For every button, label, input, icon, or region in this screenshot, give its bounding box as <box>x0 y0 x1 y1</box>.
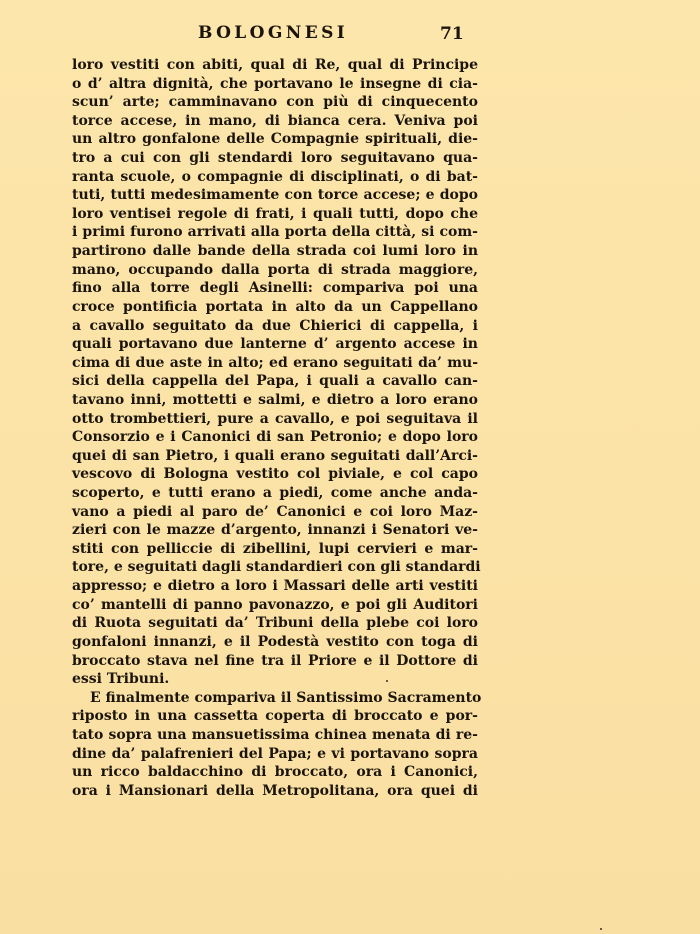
paragraph <box>72 56 481 689</box>
text-line: broccato stava nel fine tra il Priore e il Dottore di <box>72 652 478 669</box>
page-number: 71 <box>440 24 464 44</box>
text-line: vescovo di Bologna vestito col piviale, e col capo <box>72 466 478 483</box>
text-line: tuti, tutti medesimamente con torce accese; e dopo <box>72 187 478 204</box>
text-line: zieri con le mazze d’argento, innanzi i Senatori ve- <box>72 522 478 539</box>
text-line: i primi furono arrivati alla porta della città, si com- <box>72 224 478 241</box>
text-line: mano, occupando dalla porta di strada maggiore, <box>72 261 478 278</box>
text-line: croce pontificia portata in alto da un Cappellano <box>72 298 478 315</box>
text-line: cima di due aste in alto; ed erano seguitati da’ mu- <box>72 354 478 371</box>
text-line: un ricco baldacchino di broccato, ora i Canonici, <box>72 764 478 781</box>
text-line: vano a piedi al paro de’ Canonici e coi loro Maz- <box>72 503 478 520</box>
text-line: appresso; e dietro a loro i Massari delle arti vestiti <box>72 578 478 595</box>
ink-speck <box>600 928 602 930</box>
text-line: riposto in una cassetta coperta di broccato e por- <box>72 708 478 725</box>
text-line: gonfaloni innanzi, e il Podestà vestito con toga di <box>72 633 478 650</box>
paragraph <box>72 689 482 801</box>
text-line: quali portavano due lanterne d’ argento accese in <box>72 336 478 353</box>
text-line: Consorzio e i Canonici di san Petronio; e dopo loro <box>72 429 478 446</box>
text-line: ora i Mansionari della Metropolitana, ora quei di <box>72 782 478 799</box>
text-line: partirono dalle bande della strada coi lumi loro in <box>72 243 478 260</box>
text-line: torce accese, in mano, di bianca cera. Veniva poi <box>72 112 478 129</box>
text-line: tore, e seguitati dagli standardieri con gli standardi <box>72 559 481 576</box>
text-line: fino alla torre degli Asinelli: compariva poi una <box>72 280 478 297</box>
text-line: co’ mantelli di panno pavonazzo, e poi gli Auditori <box>72 596 478 613</box>
text-line: scoperto, e tutti erano a piedi, come anche anda- <box>72 485 478 502</box>
text-line: o d’ altra dignità, che portavano le insegne di cia- <box>72 75 478 92</box>
text-line: loro ventisei regole di frati, i quali tutti, dopo che <box>72 205 478 222</box>
text-line: tavano inni, mottetti e salmi, e dietro a loro erano <box>72 391 478 408</box>
text-line: tato sopra una mansuetissima chinea menata di re- <box>72 726 478 743</box>
text-line: quei di san Pietro, i quali erano seguitati dall’Arci- <box>72 447 478 464</box>
text-line: scun’ arte; camminavano con più di cinquecento <box>72 94 478 111</box>
body-text <box>72 56 482 800</box>
page-header <box>0 22 700 44</box>
text-line: stiti con pelliccie di zibellini, lupi cervieri e mar- <box>72 540 478 557</box>
text-line: tro a cui con gli stendardi loro seguitavano qua- <box>72 150 478 167</box>
running-title: BOLOGNESI <box>198 23 349 43</box>
text-line: otto trombettieri, pure a cavallo, e poi seguitava il <box>72 410 478 427</box>
text-line: loro vestiti con abiti, qual di Re, qual di Principe <box>72 57 478 73</box>
text-line: dine da’ palafrenieri del Papa; e vi portavano sopra <box>72 745 478 762</box>
text-line: essi Tribuni. <box>72 671 170 688</box>
text-line: ranta scuole, o compagnie di disciplinati, o di bat- <box>72 168 478 185</box>
text-line: sici della cappella del Papa, i quali a cavallo can- <box>72 373 478 390</box>
text-line: E finalmente compariva il Santissimo Sacramento <box>90 689 482 706</box>
text-line: un altro gonfalone delle Compagnie spirituali, die- <box>72 131 478 148</box>
text-line: di Ruota seguitati da’ Tribuni della plebe coi loro <box>72 615 478 632</box>
text-line: a cavallo seguitato da due Chierici di cappella, i <box>72 317 478 334</box>
ink-speck <box>386 680 388 682</box>
